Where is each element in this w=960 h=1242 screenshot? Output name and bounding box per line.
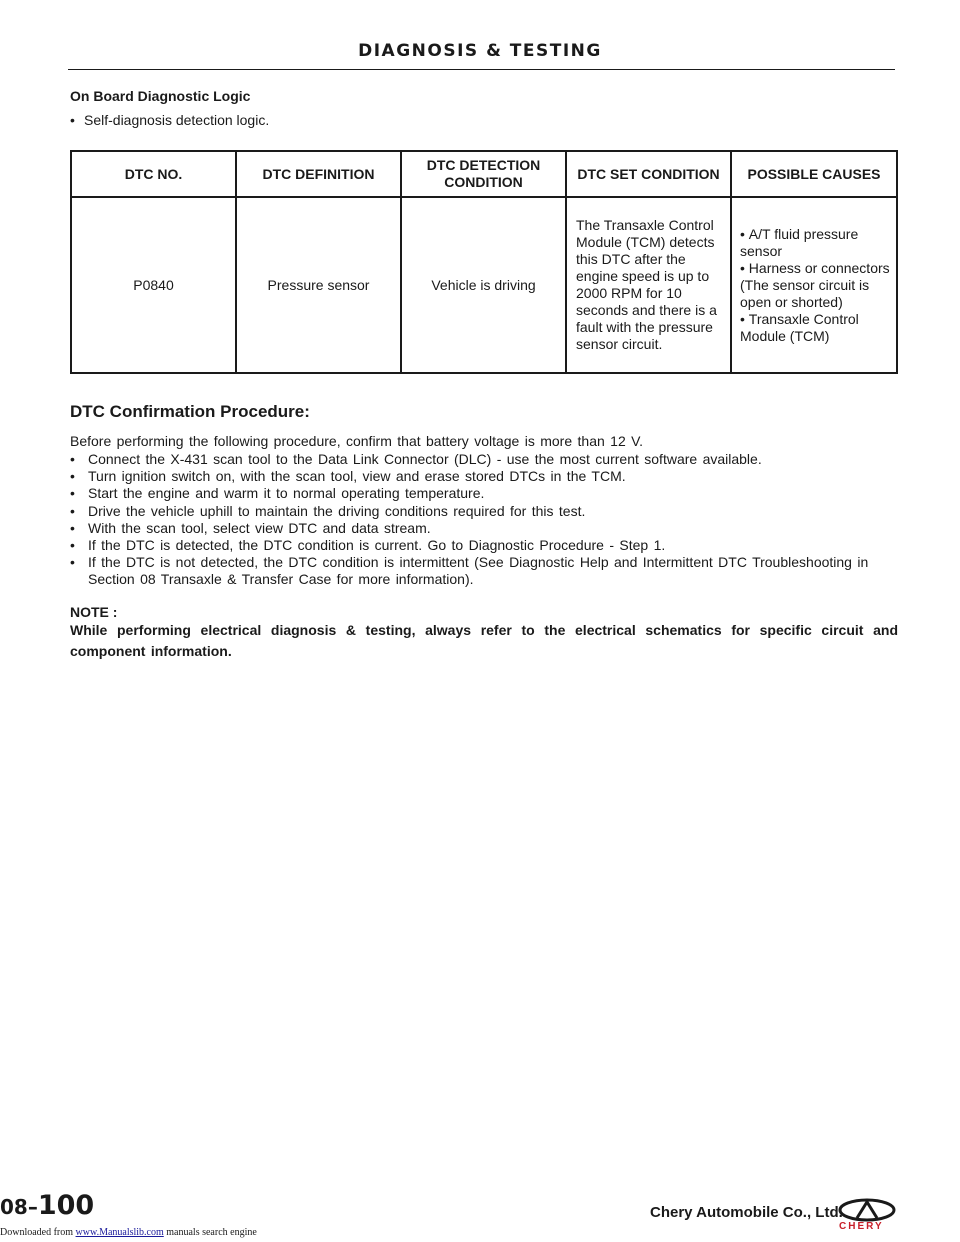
procedure-steps-list xyxy=(70,451,900,589)
page-number-value: 100 xyxy=(37,1190,95,1221)
manualslib-link[interactable]: www.Manualslib.com xyxy=(75,1227,164,1238)
table-header-row xyxy=(71,151,897,197)
section-number: 08– xyxy=(0,1195,38,1219)
header-divider xyxy=(68,69,895,70)
footer-prefix: Downloaded from xyxy=(0,1227,74,1238)
logic-bullet-item xyxy=(70,112,269,128)
list-item: • Drive the vehicle uphill to maintain the driving conditions required for this test. xyxy=(70,502,586,519)
download-footer xyxy=(0,1227,257,1238)
page-header-title: DIAGNOSIS & TESTING xyxy=(358,41,602,61)
list-item: • If the DTC is not detected, the DTC condition is intermittent (See Diagnostic Help and Intermittent DTC Troubleshooting in Section 08 Transaxle & Transfer Case for more information). xyxy=(70,554,869,588)
list-item: • Connect the X-431 scan tool to the Data Link Connector (DLC) - use the most current software available. xyxy=(70,451,762,467)
cause-item: • Transaxle Control Module (TCM) xyxy=(740,310,859,344)
cell-set-condition: The Transaxle Control Module (TCM) detects this DTC after the engine speed is up to 2000 RPM for 10 seconds and there is a fault with the pressure sensor circuit. xyxy=(566,197,731,373)
company-name: Chery Automobile Co., Ltd. xyxy=(650,1204,843,1221)
dtc-table xyxy=(70,150,898,374)
list-item: • Start the engine and warm it to normal operating temperature. xyxy=(70,485,485,502)
cell-dtc-no: P0840 xyxy=(71,197,236,373)
list-item: • With the scan tool, select view DTC and data stream. xyxy=(70,519,431,536)
list-item: • Turn ignition switch on, with the scan tool, view and erase stored DTCs in the TCM. xyxy=(70,468,626,485)
table-row xyxy=(71,197,897,373)
bullet-icon: • xyxy=(70,112,75,128)
column-header-detection: DTC DETECTION CONDITION xyxy=(401,151,566,197)
column-header-causes: POSSIBLE CAUSES xyxy=(731,151,897,197)
column-header-dtc-no: DTC NO. xyxy=(71,151,236,197)
procedure-intro: Before performing the following procedure, confirm that battery voltage is more than 12 V. xyxy=(70,433,644,449)
column-header-set-condition: DTC SET CONDITION xyxy=(566,151,731,197)
list-item: • If the DTC is detected, the DTC condition is current. Go to Diagnostic Procedure - Step 1. xyxy=(70,537,666,554)
note-text: While performing electrical diagnosis & testing, always refer to the electrical schematics for specific circuit and component information. xyxy=(70,622,898,659)
column-header-definition: DTC DEFINITION xyxy=(236,151,401,197)
logo-wordmark: CHERY xyxy=(839,1221,884,1232)
cause-item: • Harness or connectors (The sensor circuit is open or shorted) xyxy=(740,259,890,310)
cell-possible-causes xyxy=(731,197,897,373)
page-number xyxy=(0,1190,94,1221)
logic-bullet-text: Self-diagnosis detection logic. xyxy=(84,112,270,128)
section-heading: On Board Diagnostic Logic xyxy=(70,88,251,104)
cause-item: • A/T fluid pressure sensor xyxy=(740,225,859,259)
cell-definition: Pressure sensor xyxy=(236,197,401,373)
footer-suffix: manuals search engine xyxy=(163,1227,257,1238)
cell-detection: Vehicle is driving xyxy=(401,197,566,373)
note-label: NOTE : xyxy=(70,604,118,620)
procedure-heading: DTC Confirmation Procedure: xyxy=(70,402,310,421)
